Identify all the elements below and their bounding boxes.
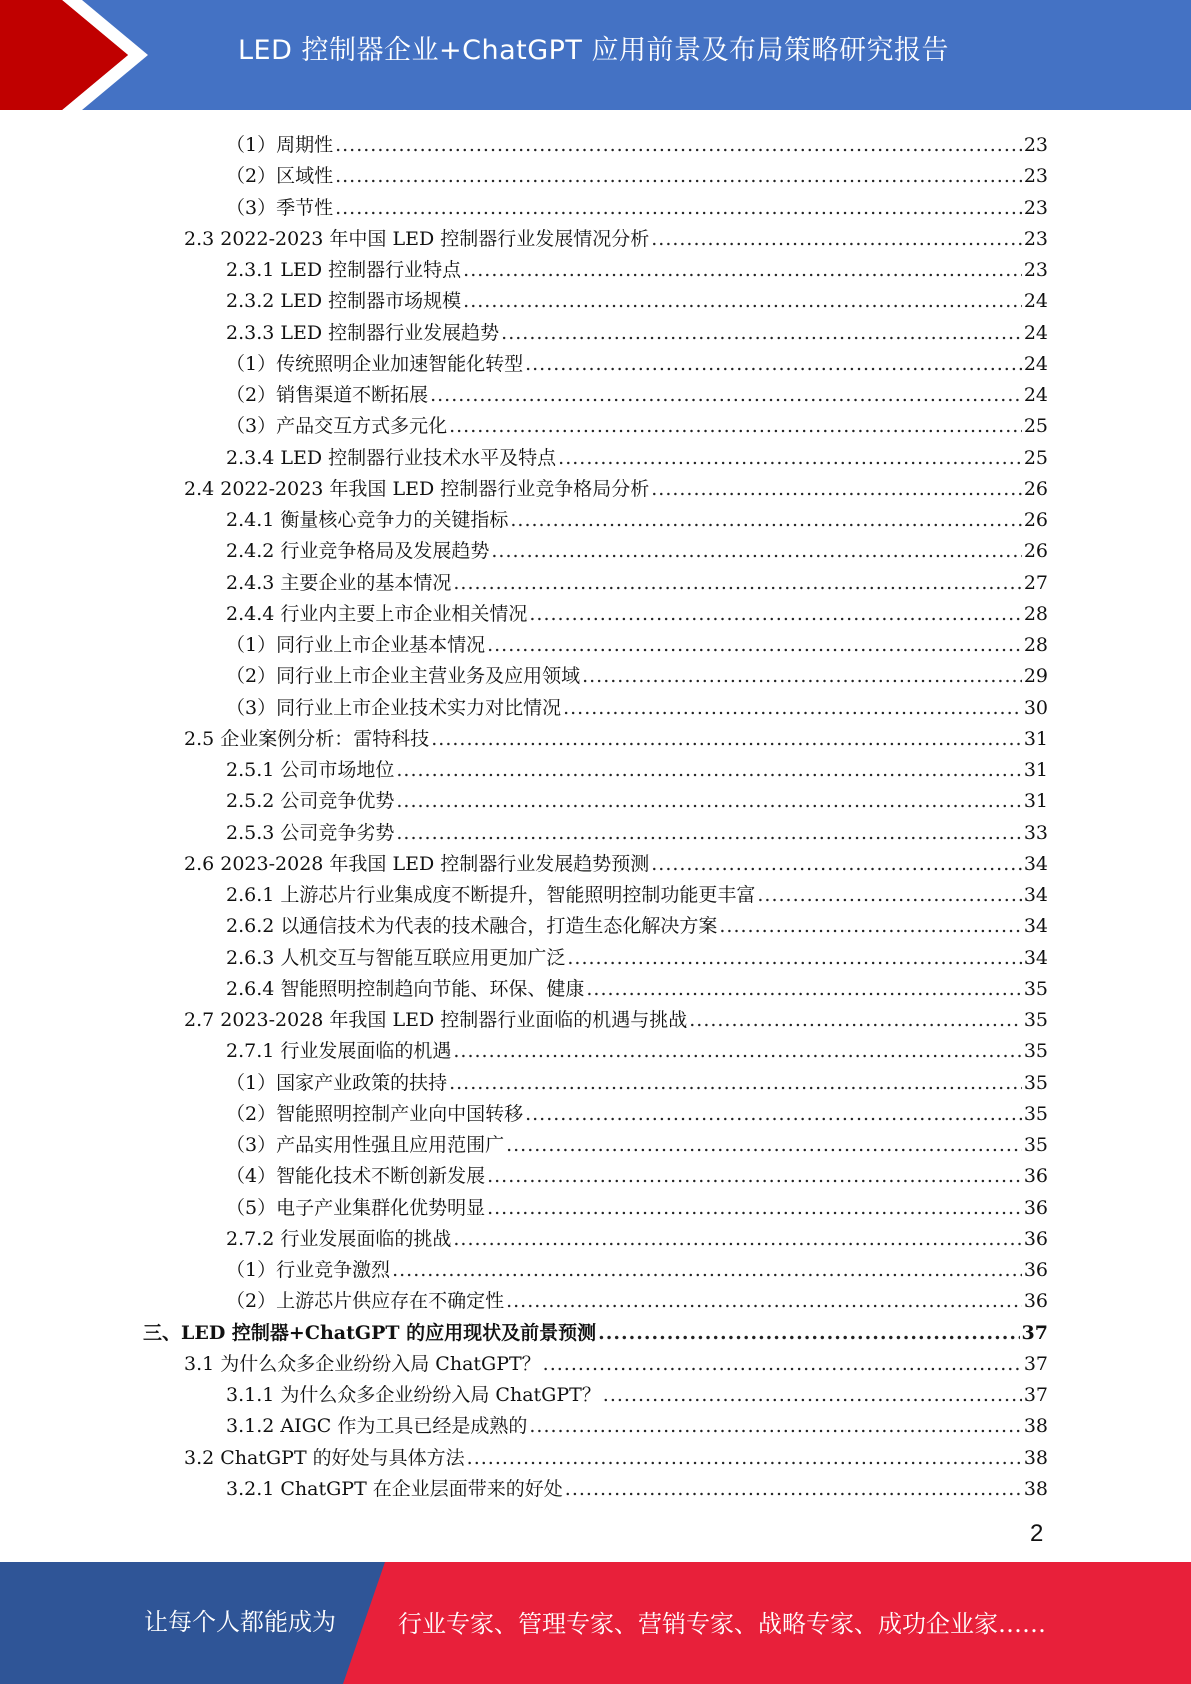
report-header bbox=[0, 0, 1191, 110]
toc-dot-leader bbox=[396, 758, 1021, 782]
toc-entry-label: （2）智能照明控制产业向中国转移 bbox=[226, 1102, 524, 1125]
toc-entry[interactable] bbox=[226, 376, 1048, 407]
toc-entry-label: 2.3.2 LED 控制器市场规模 bbox=[226, 290, 462, 313]
toc-entry-label: 2.3.3 LED 控制器行业发展趋势 bbox=[226, 321, 500, 344]
toc-entry-page: 31 bbox=[1023, 790, 1048, 813]
toc-entry[interactable] bbox=[226, 1157, 1048, 1188]
toc-entry[interactable] bbox=[184, 1001, 1048, 1032]
toc-entry[interactable] bbox=[226, 970, 1048, 1001]
toc-entry-label: （3）季节性 bbox=[226, 196, 334, 219]
toc-entry[interactable] bbox=[226, 1189, 1048, 1220]
toc-entry-label: 3.2 ChatGPT 的好处与具体方法 bbox=[184, 1446, 465, 1469]
toc-entry-page: 27 bbox=[1023, 571, 1048, 594]
toc-dot-leader bbox=[582, 664, 1022, 688]
toc-entry-label: 2.6.1 上游芯片行业集成度不断提升，智能照明控制功能更丰富 bbox=[226, 884, 756, 906]
toc-entry-page: 23 bbox=[1023, 196, 1048, 219]
toc-entry[interactable] bbox=[226, 407, 1048, 438]
toc-entry[interactable] bbox=[226, 751, 1048, 782]
toc-entry-label: （1）同行业上市企业基本情况 bbox=[226, 634, 486, 656]
toc-entry-label: 2.4 2022-2023 年我国 LED 控制器行业竞争格局分析 bbox=[184, 477, 650, 500]
toc-entry[interactable] bbox=[226, 1095, 1048, 1126]
toc-entry[interactable] bbox=[226, 689, 1048, 720]
toc-entry-page: 33 bbox=[1023, 821, 1048, 844]
toc-dot-leader bbox=[396, 789, 1021, 813]
toc-dot-leader bbox=[651, 852, 1022, 876]
toc-entry[interactable] bbox=[226, 251, 1048, 282]
toc-entry[interactable] bbox=[226, 1282, 1048, 1313]
toc-entry[interactable] bbox=[226, 939, 1048, 970]
toc-dot-leader bbox=[335, 196, 1022, 220]
toc-entry-label: 2.7.1 行业发展面临的机遇 bbox=[226, 1040, 452, 1063]
toc-entry-label: 2.7.2 行业发展面临的挑战 bbox=[226, 1227, 452, 1250]
toc-entry-label: 2.6.3 人机交互与智能互联应用更加广泛 bbox=[226, 946, 566, 969]
toc-dot-leader bbox=[651, 227, 1022, 251]
toc-entry-label: 2.4.2 行业竞争格局及发展趋势 bbox=[226, 540, 490, 563]
footer-slogan-left: 让每个人都能成为 bbox=[144, 1608, 336, 1636]
toc-entry-label: 2.3 2022-2023 年中国 LED 控制器行业发展情况分析 bbox=[184, 227, 650, 250]
toc-entry[interactable] bbox=[184, 1439, 1048, 1470]
toc-entry-label: 3.1.1 为什么众多企业纷纷入局 ChatGPT？ bbox=[226, 1384, 601, 1406]
toc-entry-label: 2.5.1 公司市场地位 bbox=[226, 759, 395, 781]
toc-entry[interactable] bbox=[226, 1407, 1048, 1438]
toc-entry[interactable] bbox=[184, 720, 1048, 751]
toc-entry-label: 3.1 为什么众多企业纷纷入局 ChatGPT？ bbox=[184, 1352, 541, 1375]
toc-dot-leader bbox=[430, 383, 1022, 407]
toc-dot-leader bbox=[563, 696, 1022, 720]
toc-entry-page: 25 bbox=[1023, 415, 1048, 438]
toc-entry-page: 23 bbox=[1023, 259, 1048, 281]
toc-dot-leader bbox=[396, 821, 1021, 845]
toc-entry-page: 35 bbox=[1023, 1040, 1048, 1063]
toc-entry[interactable] bbox=[226, 532, 1048, 563]
toc-entry-page: 28 bbox=[1023, 602, 1048, 625]
toc-entry-page: 31 bbox=[1023, 727, 1048, 750]
toc-entry-page: 37 bbox=[1023, 1352, 1048, 1375]
toc-entry-label: （2）上游芯片供应存在不确定性 bbox=[226, 1290, 505, 1313]
toc-entry-page: 38 bbox=[1023, 1446, 1048, 1469]
toc-dot-leader bbox=[453, 1039, 1021, 1063]
toc-entry[interactable] bbox=[226, 907, 1048, 938]
toc-entry-page: 35 bbox=[1023, 1009, 1048, 1031]
toc-entry-page: 36 bbox=[1023, 1227, 1048, 1250]
toc-entry-page: 28 bbox=[1023, 634, 1048, 656]
toc-entry[interactable] bbox=[226, 189, 1048, 220]
toc-entry-label: （1）周期性 bbox=[226, 134, 334, 156]
toc-entry-label: 2.4.3 主要企业的基本情况 bbox=[226, 571, 452, 594]
toc-dot-leader bbox=[449, 414, 1022, 438]
toc-dot-leader bbox=[525, 1102, 1022, 1126]
toc-entry-page: 26 bbox=[1023, 540, 1048, 563]
toc-entry-label: （3）同行业上市企业技术实力对比情况 bbox=[226, 696, 562, 719]
toc-entry-page: 38 bbox=[1023, 1415, 1048, 1438]
toc-entry-label: （3）产品实用性强且应用范围广 bbox=[226, 1134, 505, 1156]
toc-dot-leader bbox=[453, 1227, 1021, 1251]
toc-dot-leader bbox=[598, 1321, 1019, 1345]
toc-dot-leader bbox=[487, 1164, 1022, 1188]
toc-entry[interactable] bbox=[226, 1126, 1048, 1157]
toc-entry-page: 37 bbox=[1021, 1321, 1048, 1344]
toc-dot-leader bbox=[506, 1133, 1022, 1157]
toc-dot-leader bbox=[335, 133, 1022, 157]
toc-entry[interactable] bbox=[226, 157, 1048, 188]
report-title: LED 控制器企业+ChatGPT 应用前景及布局策略研究报告 bbox=[238, 35, 949, 66]
toc-entry[interactable] bbox=[226, 439, 1048, 470]
toc-entry-label: 2.5.3 公司竞争劣势 bbox=[226, 821, 395, 844]
toc-entry-label: 2.3.1 LED 控制器行业特点 bbox=[226, 259, 462, 281]
toc-entry-label: 2.3.4 LED 控制器行业技术水平及特点 bbox=[226, 446, 557, 469]
footer-slogan-right: 行业专家、管理专家、营销专家、战略专家、成功企业家…… bbox=[398, 1610, 1046, 1638]
toc-entry-page: 24 bbox=[1023, 352, 1048, 375]
toc-entry-label: （1）行业竞争激烈 bbox=[226, 1259, 391, 1281]
toc-entry-label: （1）传统照明企业加速智能化转型 bbox=[226, 352, 524, 375]
toc-entry-page: 38 bbox=[1023, 1477, 1048, 1500]
toc-entry-page: 37 bbox=[1023, 1384, 1048, 1406]
toc-entry-page: 30 bbox=[1023, 696, 1048, 719]
toc-entry[interactable] bbox=[226, 1251, 1048, 1282]
toc-dot-leader bbox=[449, 1071, 1022, 1095]
toc-entry-page: 34 bbox=[1023, 884, 1048, 906]
toc-entry-page: 31 bbox=[1023, 759, 1048, 781]
toc-entry[interactable] bbox=[226, 345, 1048, 376]
toc-dot-leader bbox=[603, 1383, 1022, 1407]
toc-entry[interactable] bbox=[226, 1032, 1048, 1063]
toc-dot-leader bbox=[467, 1446, 1022, 1470]
toc-dot-leader bbox=[529, 602, 1021, 626]
toc-entry-page: 26 bbox=[1023, 477, 1048, 500]
toc-entry-page: 23 bbox=[1023, 134, 1048, 156]
toc-entry-page: 34 bbox=[1023, 946, 1048, 969]
toc-entry-label: （3）产品交互方式多元化 bbox=[226, 415, 448, 438]
toc-entry-label: 3.1.2 AIGC 作为工具已经是成熟的 bbox=[226, 1415, 528, 1438]
toc-entry[interactable] bbox=[184, 845, 1048, 876]
toc-entry-label: （2）同行业上市企业主营业务及应用领域 bbox=[226, 665, 581, 688]
toc-dot-leader bbox=[453, 571, 1021, 595]
toc-entry-label: 2.4.1 衡量核心竞争力的关键指标 bbox=[226, 509, 509, 531]
toc-entry[interactable] bbox=[226, 564, 1048, 595]
toc-entry[interactable] bbox=[184, 220, 1048, 251]
toc-entry-label: 2.6.2 以通信技术为代表的技术融合，打造生态化解决方案 bbox=[226, 915, 718, 938]
toc-entry-page: 29 bbox=[1023, 665, 1048, 688]
toc-dot-leader bbox=[491, 539, 1021, 563]
toc-entry-label: 2.7 2023-2028 年我国 LED 控制器行业面临的机遇与挑战 bbox=[184, 1009, 688, 1031]
toc-entry[interactable] bbox=[226, 126, 1048, 157]
toc-entry[interactable] bbox=[226, 282, 1048, 313]
toc-dot-leader bbox=[463, 289, 1022, 313]
toc-entry-page: 25 bbox=[1023, 446, 1048, 469]
toc-entry-page: 36 bbox=[1023, 1290, 1048, 1313]
toc-entry-page: 35 bbox=[1023, 1102, 1048, 1125]
toc-dot-leader bbox=[567, 946, 1021, 970]
toc-entry-page: 36 bbox=[1023, 1196, 1048, 1219]
toc-entry-page: 24 bbox=[1023, 321, 1048, 344]
toc-entry[interactable] bbox=[226, 1470, 1048, 1501]
toc-entry-label: 2.5 企业案例分析：雷特科技 bbox=[184, 727, 430, 750]
toc-dot-leader bbox=[719, 914, 1021, 938]
toc-dot-leader bbox=[529, 1414, 1021, 1438]
toc-entry-label: 2.6.4 智能照明控制趋向节能、环保、健康 bbox=[226, 977, 585, 1000]
toc-dot-leader bbox=[689, 1008, 1022, 1032]
toc-dot-leader bbox=[463, 258, 1022, 282]
toc-entry-label: 2.4.4 行业内主要上市企业相关情况 bbox=[226, 602, 528, 625]
toc-dot-leader bbox=[506, 1289, 1022, 1313]
toc-entry-page: 24 bbox=[1023, 384, 1048, 406]
toc-entry-label: （2）区域性 bbox=[226, 165, 334, 188]
toc-entry-page: 36 bbox=[1023, 1165, 1048, 1188]
toc-entry[interactable] bbox=[226, 657, 1048, 688]
toc-dot-leader bbox=[487, 633, 1022, 657]
page-number: 2 bbox=[1030, 1520, 1044, 1547]
toc-entry-label: 3.2.1 ChatGPT 在企业层面带来的好处 bbox=[226, 1477, 563, 1500]
toc-entry[interactable] bbox=[226, 876, 1048, 907]
toc-entry-page: 34 bbox=[1023, 852, 1048, 875]
toc-dot-leader bbox=[510, 508, 1021, 532]
toc-entry-label: 2.6 2023-2028 年我国 LED 控制器行业发展趋势预测 bbox=[184, 852, 650, 875]
toc-entry-page: 35 bbox=[1023, 1071, 1048, 1094]
toc-entry-page: 35 bbox=[1023, 977, 1048, 1000]
toc-entry-page: 26 bbox=[1023, 509, 1048, 531]
toc-entry[interactable] bbox=[226, 1376, 1048, 1407]
toc-entry-page: 36 bbox=[1023, 1259, 1048, 1281]
toc-entry-label: （1）国家产业政策的扶持 bbox=[226, 1071, 448, 1094]
toc-entry-page: 24 bbox=[1023, 290, 1048, 313]
toc-entry-label: 2.5.2 公司竞争优势 bbox=[226, 790, 395, 813]
toc-entry[interactable] bbox=[226, 501, 1048, 532]
toc-entry[interactable] bbox=[226, 782, 1048, 813]
toc-dot-leader bbox=[757, 883, 1021, 907]
toc-dot-leader bbox=[558, 446, 1022, 470]
toc-entry[interactable] bbox=[226, 814, 1048, 845]
toc-entry-label: （5）电子产业集群化优势明显 bbox=[226, 1196, 486, 1219]
toc-entry[interactable] bbox=[226, 1220, 1048, 1251]
toc-entry[interactable] bbox=[226, 1064, 1048, 1095]
toc-dot-leader bbox=[487, 1196, 1022, 1220]
toc-entry-page: 35 bbox=[1023, 1134, 1048, 1156]
toc-dot-leader bbox=[651, 477, 1022, 501]
toc-entry[interactable] bbox=[226, 595, 1048, 626]
toc-dot-leader bbox=[543, 1352, 1022, 1376]
toc-dot-leader bbox=[335, 164, 1022, 188]
toc-dot-leader bbox=[501, 321, 1022, 345]
toc-entry-page: 34 bbox=[1023, 915, 1048, 938]
toc-entry-page: 23 bbox=[1023, 165, 1048, 188]
toc-entry[interactable] bbox=[184, 1345, 1048, 1376]
toc-entry[interactable] bbox=[184, 470, 1048, 501]
toc-dot-leader bbox=[586, 977, 1021, 1001]
toc-dot-leader bbox=[565, 1477, 1022, 1501]
toc-entry-label: （2）销售渠道不断拓展 bbox=[226, 384, 429, 406]
toc-entry[interactable] bbox=[226, 314, 1048, 345]
toc-dot-leader bbox=[431, 727, 1022, 751]
toc-entry-label: （4）智能化技术不断创新发展 bbox=[226, 1165, 486, 1188]
toc-dot-leader bbox=[525, 352, 1022, 376]
toc-entry[interactable] bbox=[143, 1314, 1048, 1345]
toc-entry-label: 三、LED 控制器+ChatGPT 的应用现状及前景预测 bbox=[143, 1321, 597, 1344]
toc-entry-page: 23 bbox=[1023, 227, 1048, 250]
toc-dot-leader bbox=[392, 1258, 1022, 1282]
report-footer bbox=[0, 1562, 1191, 1684]
toc-entry[interactable] bbox=[226, 626, 1048, 657]
